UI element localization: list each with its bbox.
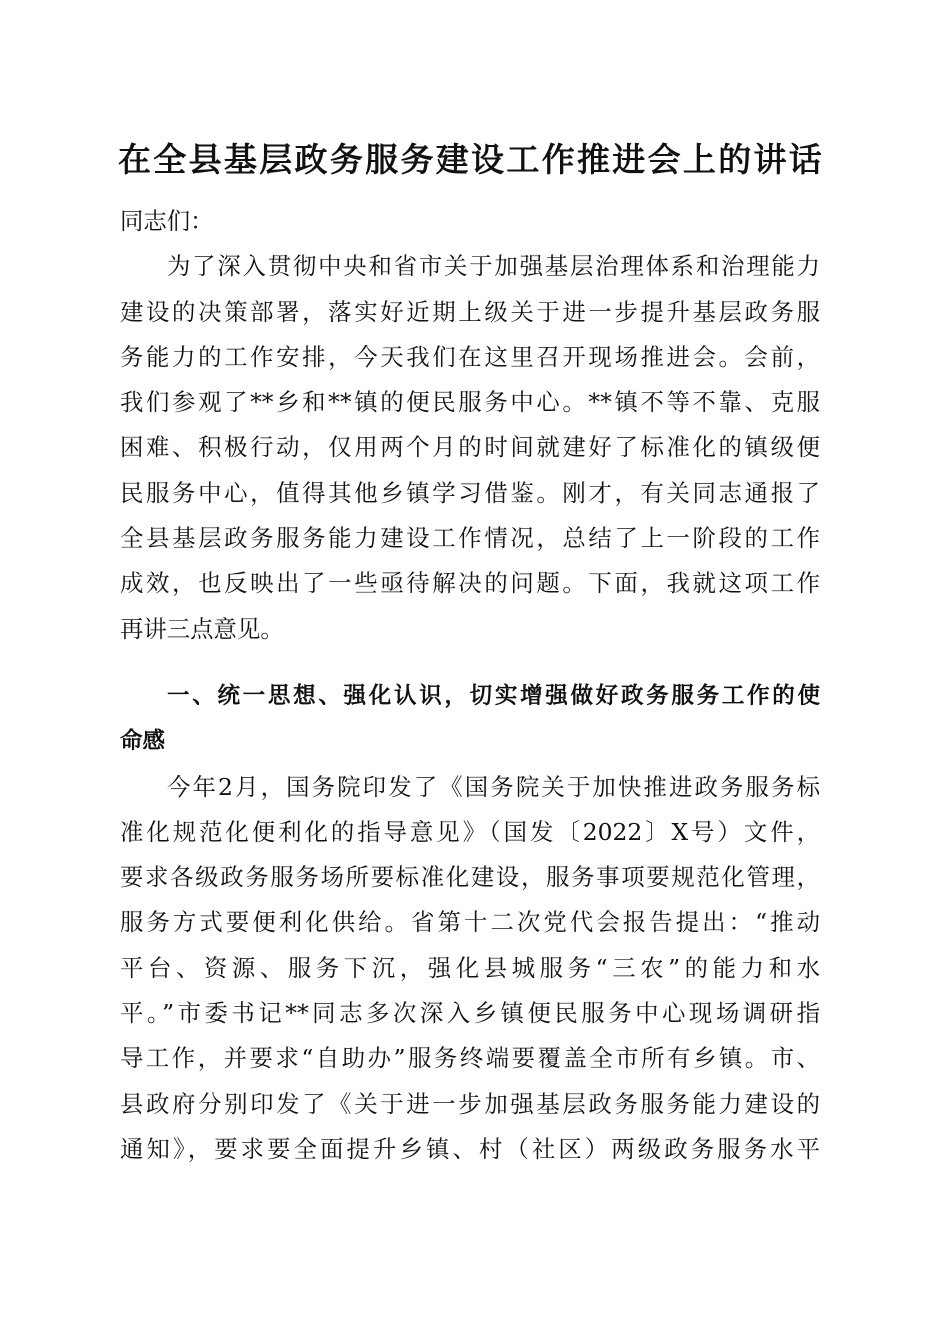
paragraph-intro: [120, 244, 820, 652]
text-line: 要求各级政务服务场所要标准化建设，服务事项要规范化管理，: [120, 863, 820, 892]
text-line: 准化规范化便利化的指导意见》（国发〔2022〕X号）文件，: [120, 817, 820, 846]
text-line: 县政府分别印发了《关于进一步加强基层政务服务能力建设的: [120, 1089, 820, 1118]
text-line: 再讲三点意见。: [120, 614, 284, 643]
text-line: 成效，也反映出了一些亟待解决的问题。下面，我就这项工作: [120, 569, 820, 598]
heading-line: 命感: [120, 728, 166, 755]
text-line: 为了深入贯彻中央和省市关于加强基层治理体系和治理能力: [167, 252, 820, 281]
text-line: 建设的决策部署，落实好近期上级关于进一步提升基层政务服: [120, 297, 820, 326]
text-line: 我们参观了**乡和**镇的便民服务中心。**镇不等不靠、克服: [120, 388, 820, 417]
section-heading-1: [120, 674, 820, 765]
text-line: 导工作，并要求“自助办”服务终端要覆盖全市所有乡镇。市、: [120, 1044, 820, 1073]
text-line: 平。”市委书记**同志多次深入乡镇便民服务中心现场调研指: [120, 999, 820, 1028]
document-title: 在全县基层政务服务建设工作推进会上的讲话: [118, 140, 822, 179]
text-line: 今年2月，国务院印发了《国务院关于加快推进政务服务标: [167, 772, 820, 801]
text-line: 全县基层政务服务能力建设工作情况，总结了上一阶段的工作: [120, 524, 820, 553]
text-line: 务能力的工作安排，今天我们在这里召开现场推进会。会前，: [120, 342, 820, 371]
document-body: [120, 199, 820, 1172]
text-line: 困难、积极行动，仅用两个月的时间就建好了标准化的镇级便: [120, 433, 820, 462]
salutation: 同志们：: [120, 207, 214, 235]
text-line: 通知》，要求要全面提升乡镇、村（社区）两级政务服务水平: [120, 1134, 820, 1163]
heading-line: 一、统一思想、强化认识，切实增强做好政务服务工作的使: [167, 682, 820, 709]
text-line: 民服务中心，值得其他乡镇学习借鉴。刚才，有关同志通报了: [120, 478, 820, 507]
paragraph-section-1: [120, 765, 820, 1173]
text-line: 平台、资源、服务下沉，强化县城服务“三农”的能力和水: [120, 953, 820, 982]
text-line: 服务方式要便利化供给。省第十二次党代会报告提出：“推动: [120, 908, 820, 937]
